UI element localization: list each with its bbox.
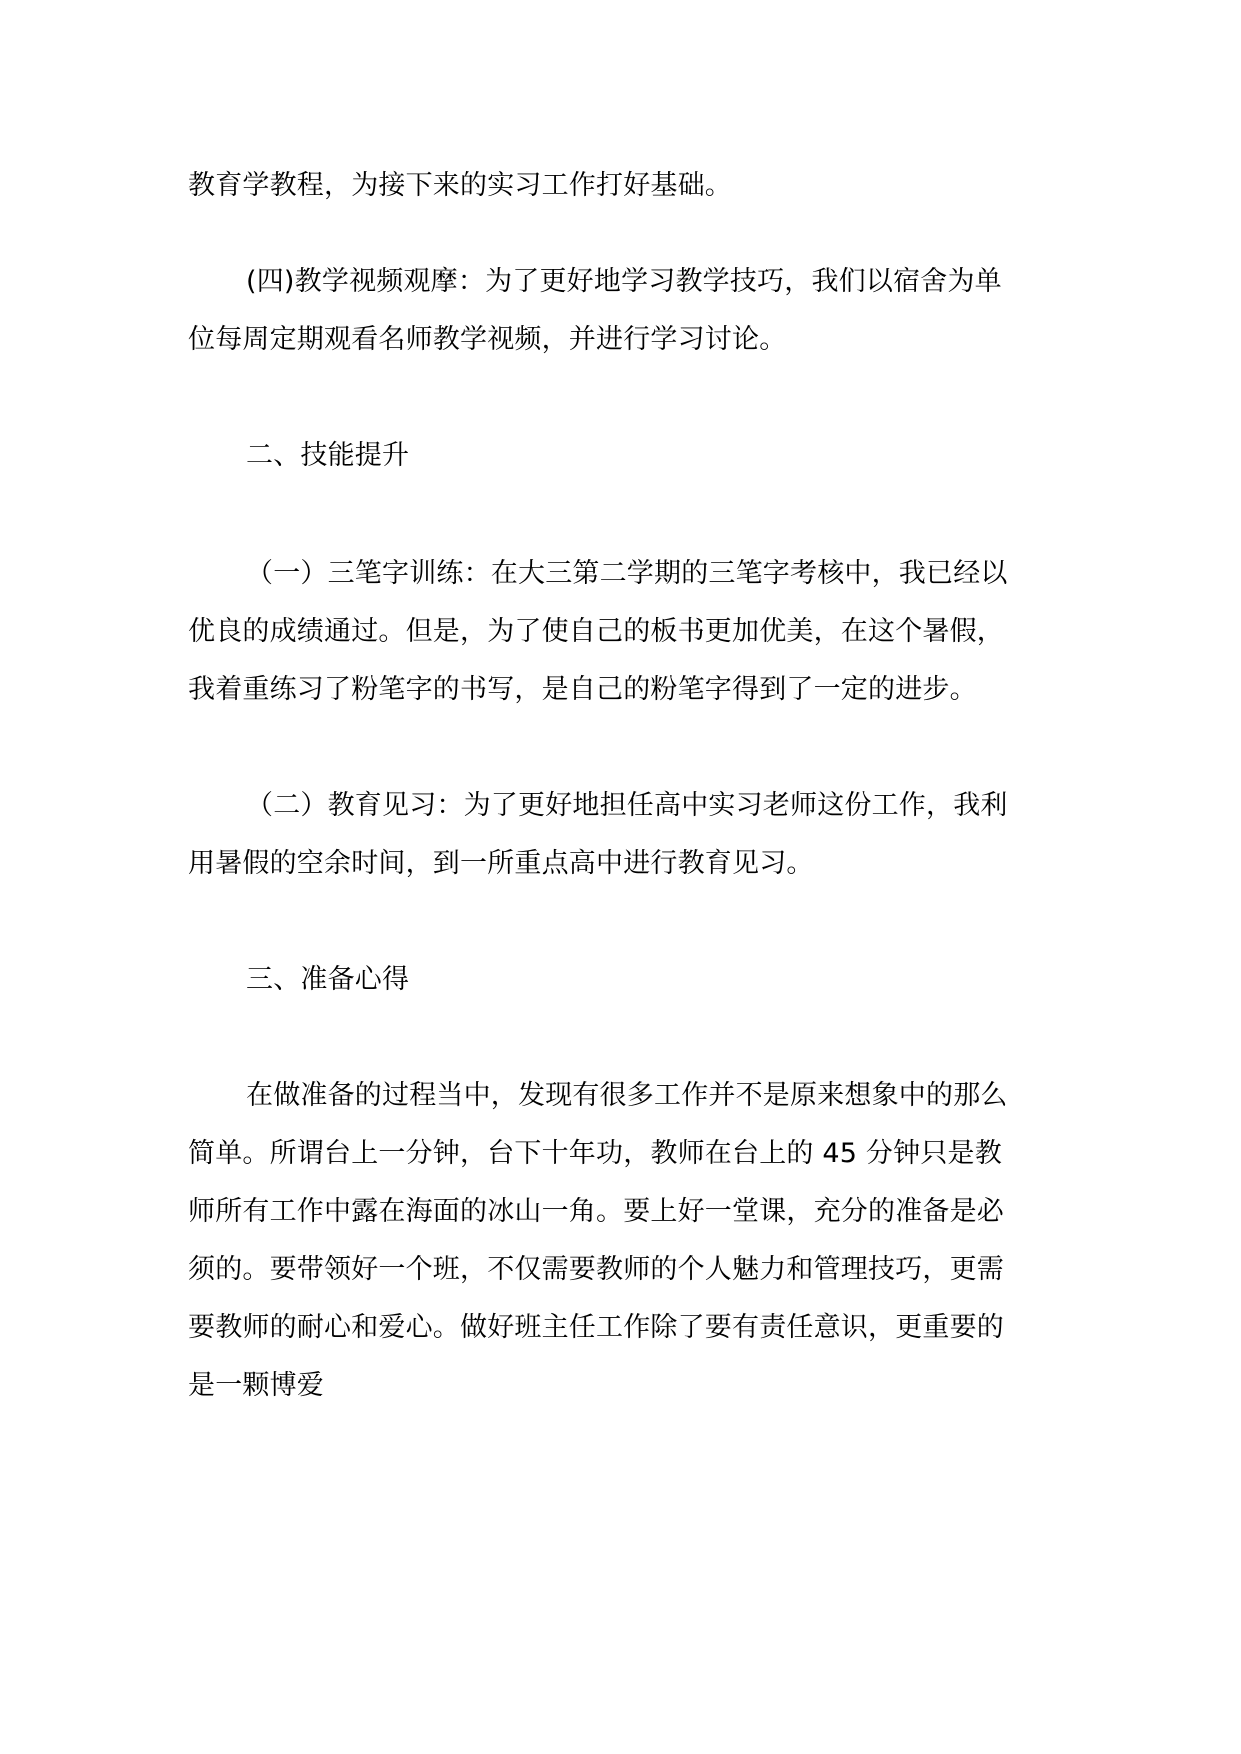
section-heading: 二、技能提升 [246,440,410,471]
paragraph-line: 师所有工作中露在海面的冰山一角。要上好一堂课，充分的准备是必 [188,1196,1004,1227]
paragraph-line: 我着重练习了粉笔字的书写，是自己的粉笔字得到了一定的进步。 [188,674,977,705]
paragraph-line: 须的。要带领好一个班，不仅需要教师的个人魅力和管理技巧，更需 [188,1254,1004,1285]
paragraph-line: 用暑假的空余时间，到一所重点高中进行教育见习。 [188,848,814,879]
paragraph-line: 简单。所谓台上一分钟，台下十年功，教师在台上的 45 分钟只是教 [188,1138,1002,1169]
paragraph-line: 教育学教程，为接下来的实习工作打好基础。 [188,170,732,201]
paragraph-line: 是一颗博爱 [188,1370,324,1401]
paragraph-line: 位每周定期观看名师教学视频，并进行学习讨论。 [188,324,787,355]
paragraph-line: （一）三笔字训练：在大三第二学期的三笔字考核中，我已经以 [246,558,1008,589]
section-heading: 三、准备心得 [246,964,410,995]
paragraph-line: 在做准备的过程当中，发现有很多工作并不是原来想象中的那么 [246,1080,1008,1111]
paragraph-line: (四)教学视频观摩：为了更好地学习教学技巧，我们以宿舍为单 [246,266,1002,297]
paragraph-line: 优良的成绩通过。但是，为了使自己的板书更加优美，在这个暑假， [188,616,1004,647]
paragraph-line: （二）教育见习：为了更好地担任高中实习老师这份工作，我利 [246,790,1008,821]
paragraph-line: 要教师的耐心和爱心。做好班主任工作除了要有责任意识，更重要的 [188,1312,1004,1343]
